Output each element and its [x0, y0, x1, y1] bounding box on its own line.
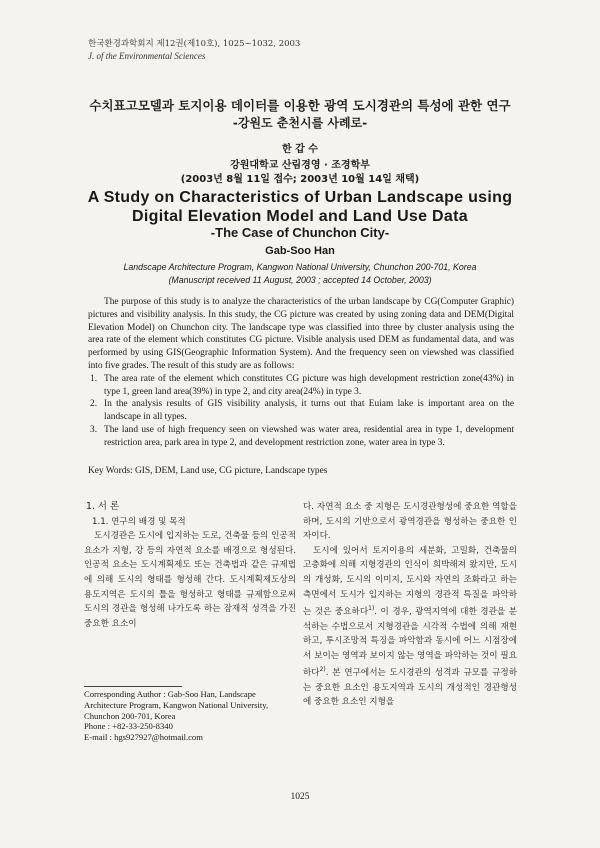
abstract-results-list	[88, 373, 514, 450]
journal-english: J. of the Environmental Sciences	[88, 51, 206, 61]
english-title-subtitle: -The Case of Chunchon City-	[210, 225, 390, 240]
english-title-line1: A Study on Characteristics of Urban Landscape using	[87, 189, 513, 206]
body-left-column	[84, 500, 296, 631]
footnote-phone: Phone : +82-33-250-8340	[84, 721, 173, 732]
journal-korean: 한국환경과학회지 제12권(제10호), 1025~1032, 2003	[88, 39, 301, 49]
body-text: . 이 경우, 광역지역에 대한 경관을 분석하는 수법으로서 지형경관을 시각적 수법에 의해 재현하고, 투시조망적 특징을 파악함과 동시에 어느 시점장에서 보이는 영역과 보이지 않는 영역을 파악하는 것이 필요하다	[303, 607, 518, 679]
footnote-divider	[84, 686, 182, 687]
keywords: Key Words: GIS, DEM, Land use, CG picture, Landscape types	[88, 466, 328, 476]
result-number: 2.	[90, 399, 98, 410]
page-number: 1025	[290, 792, 310, 802]
english-author-name: Gab-Soo Han	[265, 245, 335, 257]
body-right-column	[303, 500, 517, 710]
english-author-affiliation: Landscape Architecture Program, Kangwon National University, Chunchon 200-701, Korea	[123, 262, 477, 272]
footnote-author: Corresponding Author : Gab-Soo Han, Landscape Architecture Program, Kangwon National University, Chunchon 200-701, Korea	[84, 689, 269, 721]
abstract-result-item	[88, 398, 514, 424]
abstract	[88, 296, 514, 450]
body-paragraph: 도시경관은 도시에 입지하는 도로, 건축물 등의 인공적 요소가 지형, 강 등의 자연적 요소를 배경으로 형성된다. 인공적 요소는 도시계획제도 또는 건축법과 같은 규제법에 의해 도시의 형태를 형성해 간다. 도시계획제도상의 용도지역은 도시의 틀을 형성하고 형태를 규제함으로써 도시의 경관을 형성해 나가도록 하는 잠재적 성격을 가진 중요한 요소이	[84, 531, 296, 629]
footnote-email: E-mail : hgs927927@hotmail.com	[84, 732, 203, 743]
body-paragraph: 다. 자연적 요소 중 지형은 도시경관형성에 중요한 역할을 하며, 도시의 기반으로서 광역경관을 형성하는 중요한 인자이다.	[303, 502, 517, 542]
body-paragraph	[303, 544, 517, 710]
abstract-result-item	[88, 424, 514, 450]
subsection-heading: 1.1. 연구의 배경 및 목적	[92, 516, 186, 527]
result-number: 1.	[90, 373, 98, 384]
english-title-line2: Digital Elevation Model and Land Use Data	[132, 208, 468, 225]
korean-received-dates: (2003년 8월 11일 접수; 2003년 10월 14일 채택)	[180, 174, 420, 185]
body-text: . 본 연구에서는 도시경관의 성격과 규모를 규정하는 중요한 요소인 용도지역과 도시의 개성적인 경관형성에 중요한 요소인 지형을	[303, 668, 517, 708]
korean-title-line2: -강원도 춘천시를 사례로-	[232, 116, 368, 130]
korean-author-affiliation: 강원대학교 산림경영 · 조경학부	[230, 160, 370, 171]
result-text: The land use of high frequency seen on viewshed was water area, residential area in type 1, development restriction area, park area in type 2, and development restriction zone, water area in type 3.	[104, 424, 514, 448]
result-text: The area rate of the element which constitutes CG picture was high development restriction zone(43%) in type 1, green land area(39%) in type 2, and city area(24%) in type 3.	[104, 373, 514, 397]
result-text: In the analysis results of GIS visibility analysis, it turns out that Euiam lake is important area on the landscape in all types.	[104, 399, 514, 423]
korean-title-line1: 수치표고모델과 토지이용 데이터를 이용한 광역 도시경관의 특성에 관한 연구	[89, 98, 511, 113]
result-number: 3.	[90, 424, 98, 435]
abstract-result-item	[88, 373, 514, 399]
section-heading: 1. 서 론	[86, 501, 120, 512]
journal-header	[88, 38, 300, 62]
body-text: 도시에 있어서 토지이용의 세분화, 고밀화, 건축물의 고층화에 의해 지형경관의 인식이 희박해져 왔지만, 도시의 개성화, 도시의 이미지, 도시와 자연의 조화라고 하는 측면에서 도시가 입지하는 지형의 경관적 특질을 파악하는 것은 중요하다	[303, 545, 517, 618]
abstract-paragraph: The purpose of this study is to analyze the characteristics of the urban landscape by CG(Computer Graphic) pictures and visibility analysis. In this study, the CG picture was created by using zoning data and DEM(Digital Elevation Model) on Chunchon city. The landscape type was classified into three by cluster analysis using the area rate of the element which constitutes CG picture. Visible analysis used DEM as fundamental data, and was performed by using GIS(Geographic Information System). And the frequency seen on viewshed was classified into five grades. The result of this study are as follows:	[88, 297, 514, 371]
reference-marker: 2)	[319, 666, 326, 674]
reference-marker: 1)	[368, 605, 375, 613]
english-received-dates: (Manuscript received 11 August, 2003 ; accepted 14 October, 2003)	[168, 275, 432, 285]
corresponding-author-footnote	[84, 689, 296, 743]
korean-author-name: 한 갑 수	[282, 144, 318, 155]
